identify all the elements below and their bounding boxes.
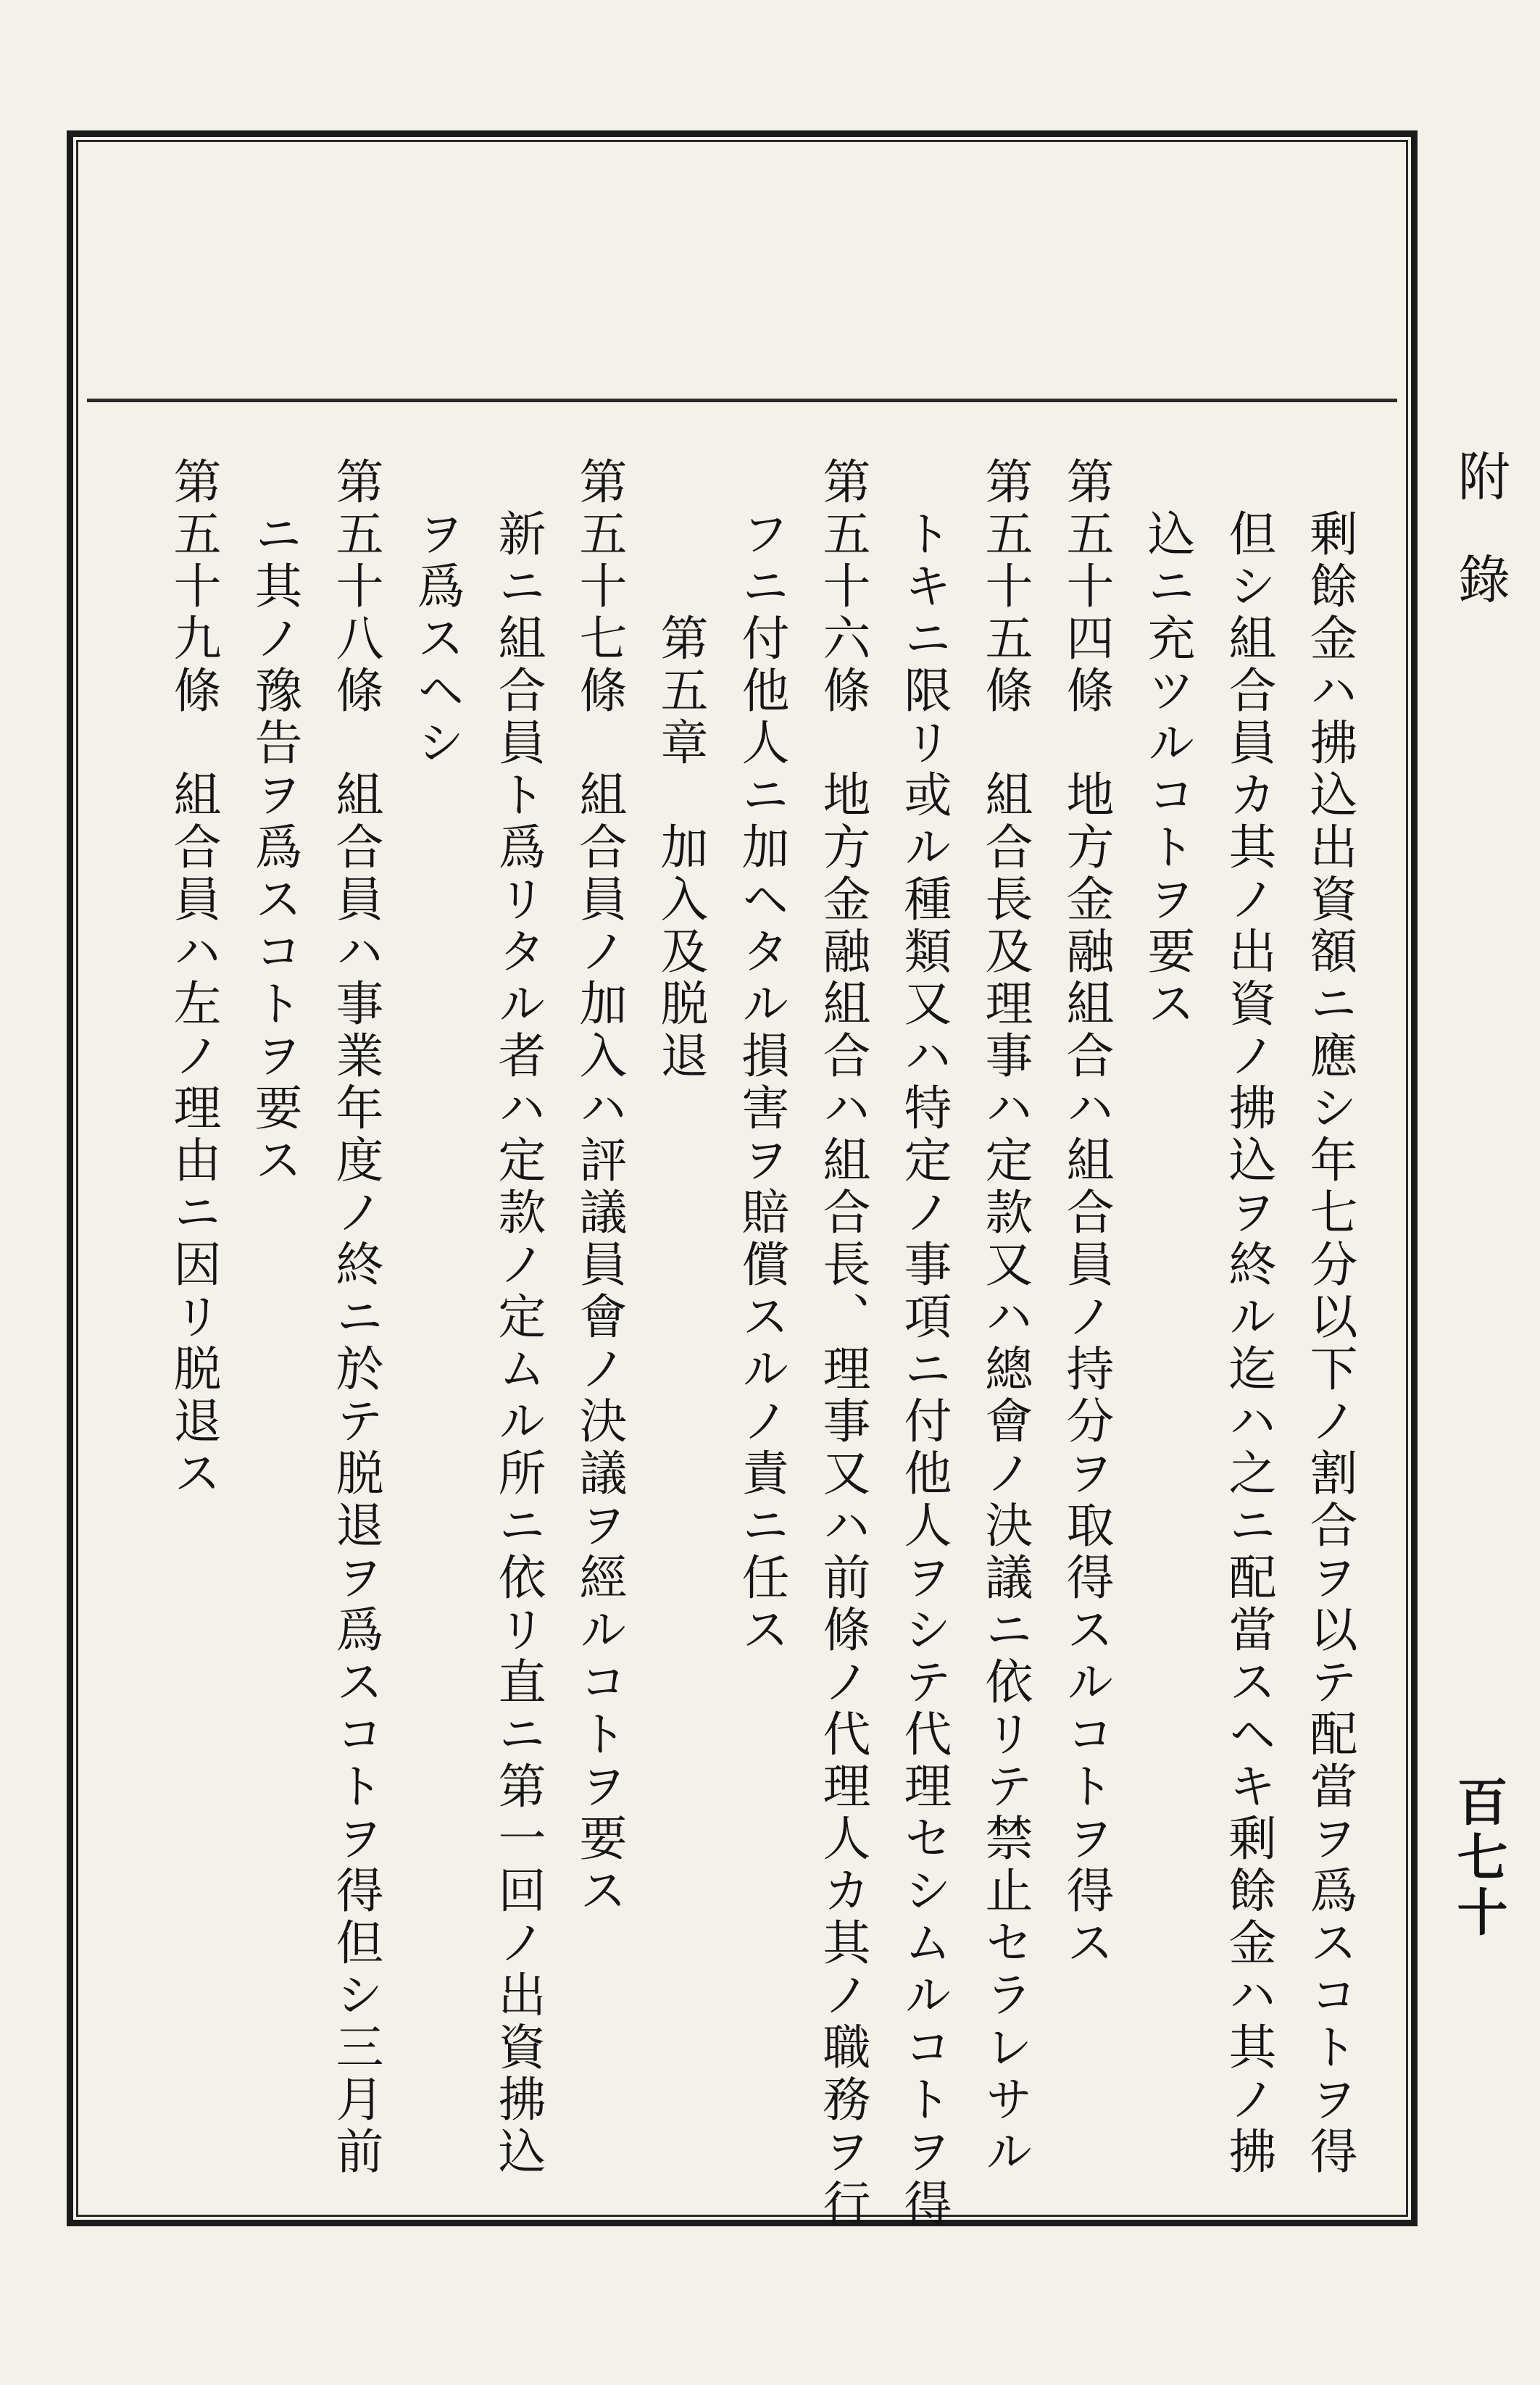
article-57: 第五十七條 組合員ノ加入ハ評議員會ノ決議ヲ經ルコトヲ要ス [571,457,627,1918]
article-56: 第五十六條 地方金融組合ハ組合長、理事又ハ前條ノ代理人カ其ノ職務ヲ行 [815,457,870,2231]
article-58: 第五十八條 組合員ハ事業年度ノ終ニ於テ脱退ヲ爲スコトヲ得但シ三月前 [328,457,383,2178]
article-55: 第五十五條 組合長及理事ハ定款又ハ總會ノ決議ニ依リテ禁止セラレサル [977,457,1033,2178]
page-number: 百七十 [1449,1776,1509,1941]
article-59: 第五十九條 組合員ハ左ノ理由ニ因リ脱退ス [165,457,221,1500]
margin-title: 附錄 [1449,449,1510,655]
text-column: 新ニ組合員ト爲リタル者ハ定款ノ定ムル所ニ依リ直ニ第一回ノ出資拂込 [490,509,546,2178]
text-column: ニ其ノ豫告ヲ爲スコトヲ要ス [246,509,302,1187]
text-column: 剰餘金ハ拂込出資額ニ應シ年七分以下ノ割合ヲ以テ配當ヲ爲スコトヲ得 [1302,509,1357,2178]
chapter-heading: 第五章 加入及脱退 [652,613,708,1083]
text-column: ヲ爲スヘシ [409,509,465,770]
body-text [123,457,1370,2231]
text-column: 但シ組合員カ其ノ出資ノ拂込ヲ終ル迄ハ之ニ配當スヘキ剰餘金ハ其ノ拂 [1220,509,1276,2178]
header-band [87,152,1397,402]
text-column: フニ付他人ニ加ヘタル損害ヲ賠償スルノ責ニ任ス [733,509,789,1657]
text-column: 込ニ充ツルコトヲ要ス [1139,509,1195,1031]
article-54: 第五十四條 地方金融組合ハ組合員ノ持分ヲ取得スルコトヲ得ス [1058,457,1114,1970]
text-column: トキニ限リ或ル種類又ハ特定ノ事項ニ付他人ヲシテ代理セシムルコトヲ得 [896,509,952,2231]
